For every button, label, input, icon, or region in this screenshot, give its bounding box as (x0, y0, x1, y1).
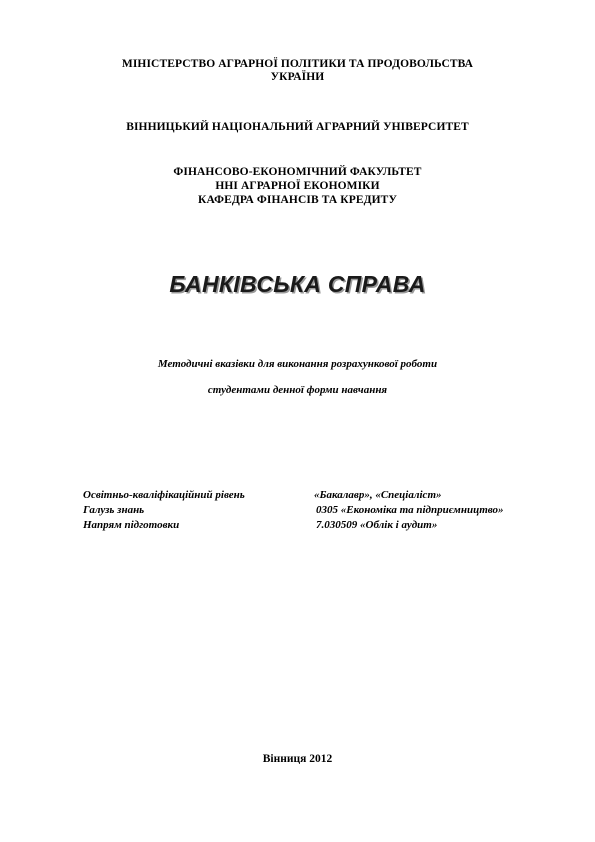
department-name: КАФЕДРА ФІНАНСІВ ТА КРЕДИТУ (198, 194, 397, 206)
info-value: 7.030509 «Облік і аудит» (316, 519, 438, 531)
info-row-direction (83, 518, 583, 532)
institute-name: ННІ АГРАРНОЇ ЕКОНОМІКИ (215, 180, 380, 192)
info-label: Напрям підготовки (83, 519, 180, 531)
footer-city-year: Вінниця 2012 (262, 753, 333, 765)
subtitle-line-1: Методичні вказівки для виконання розрахункової роботи (157, 358, 438, 370)
info-row-field (83, 503, 583, 517)
ministry-line-1: МІНІСТЕРСТВО АГРАРНОЇ ПОЛІТИКИ ТА ПРОДОВОЛЬСТВА (121, 58, 474, 70)
info-label: Освітньо-кваліфікаційний рівень (83, 489, 245, 501)
ministry-line-2: УКРАЇНИ (270, 71, 325, 83)
info-value: «Бакалавр», «Спеціаліст» (314, 489, 442, 501)
info-row-level (83, 488, 583, 502)
subtitle-line-2: студентами денної форми навчання (207, 384, 388, 396)
university-name: ВІННИЦЬКИЙ НАЦІОНАЛЬНИЙ АГРАРНИЙ УНІВЕРСИТЕТ (126, 121, 469, 133)
info-value: 0305 «Економіка та підприємництво» (316, 504, 504, 516)
faculty-name: ФІНАНСОВО-ЕКОНОМІЧНИЙ ФАКУЛЬТЕТ (173, 166, 422, 178)
document-title: БАНКІВСЬКА СПРАВА (169, 271, 426, 297)
info-label: Галузь знань (83, 504, 145, 516)
